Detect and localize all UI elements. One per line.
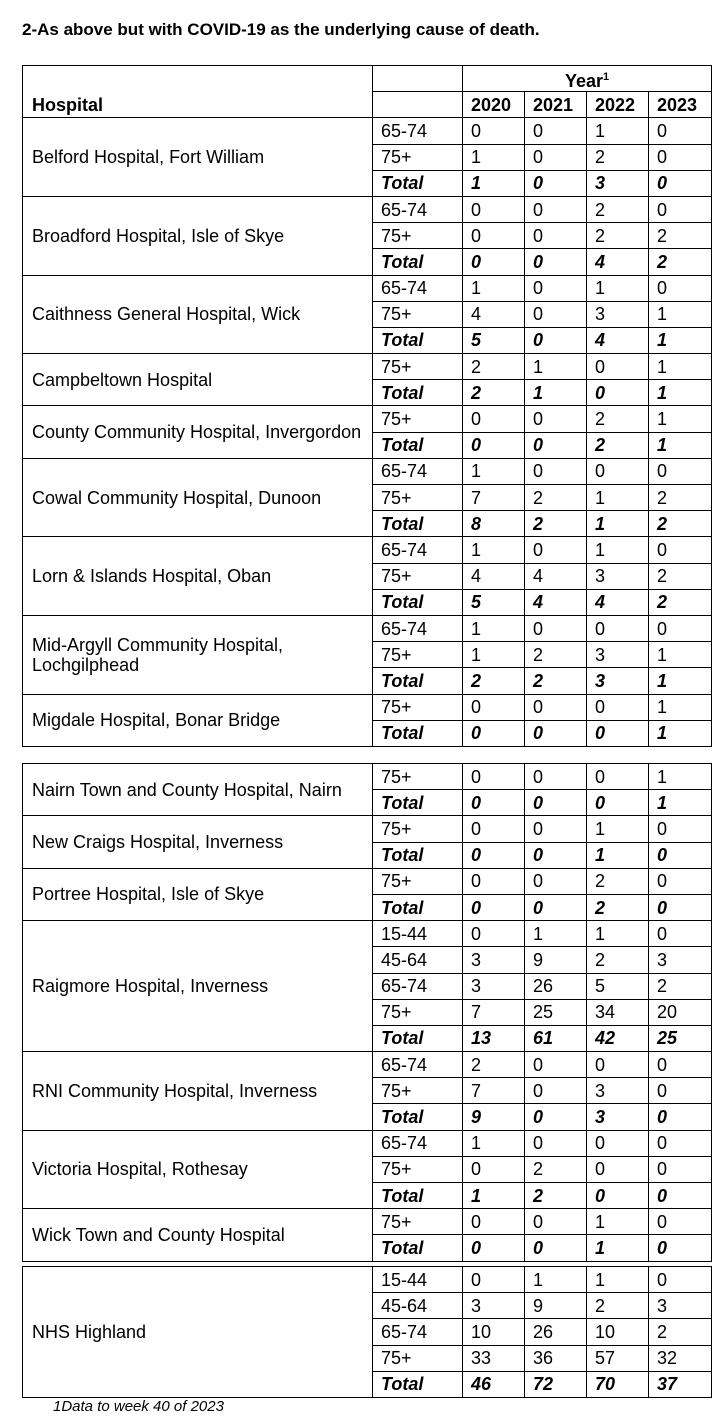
value-cell-2022: 0 — [587, 354, 649, 380]
table-row — [23, 1267, 712, 1293]
value-cell-2022: 2 — [587, 894, 649, 920]
value-cell-2022: 1 — [587, 1209, 649, 1235]
value-cell-2023: 25 — [649, 1025, 712, 1051]
value-cell-2023: 0 — [649, 196, 712, 222]
value-cell-2020: 46 — [463, 1371, 525, 1397]
value-cell-2021: 0 — [525, 868, 587, 894]
value-cell-2020: 1 — [463, 615, 525, 641]
age-group-cell: Total — [373, 380, 463, 406]
age-group-cell: 75+ — [373, 223, 463, 249]
table-row — [23, 615, 712, 641]
value-cell-2023: 1 — [649, 694, 712, 720]
year-2023-header: 2023 — [649, 92, 712, 118]
value-cell-2022: 1 — [587, 485, 649, 511]
age-group-cell: Total — [373, 249, 463, 275]
age-group-cell: 75+ — [373, 563, 463, 589]
age-group-cell: Total — [373, 790, 463, 816]
value-cell-2020: 7 — [463, 485, 525, 511]
value-cell-2021: 0 — [525, 118, 587, 144]
value-cell-2021: 0 — [525, 842, 587, 868]
hospital-name-rni-community-hospital-inverness: RNI Community Hospital, Inverness — [23, 1052, 373, 1131]
age-group-cell: 75+ — [373, 1345, 463, 1371]
value-cell-2022: 1 — [587, 816, 649, 842]
hospital-name-cowal-community-hospital-dunoon: Cowal Community Hospital, Dunoon — [23, 458, 373, 537]
value-cell-2020: 0 — [463, 894, 525, 920]
value-cell-2020: 1 — [463, 1130, 525, 1156]
age-group-cell: 75+ — [373, 694, 463, 720]
age-group-cell: Total — [373, 720, 463, 746]
value-cell-2020: 0 — [463, 720, 525, 746]
year-2021-header: 2021 — [525, 92, 587, 118]
value-cell-2023: 1 — [649, 406, 712, 432]
age-group-cell: 75+ — [373, 485, 463, 511]
value-cell-2020: 3 — [463, 973, 525, 999]
value-cell-2023: 0 — [649, 1130, 712, 1156]
value-cell-2022: 1 — [587, 842, 649, 868]
value-cell-2022: 0 — [587, 1052, 649, 1078]
value-cell-2021: 0 — [525, 170, 587, 196]
value-cell-2020: 0 — [463, 842, 525, 868]
value-cell-2020: 1 — [463, 537, 525, 563]
value-cell-2021: 2 — [525, 1156, 587, 1182]
value-cell-2023: 20 — [649, 999, 712, 1025]
value-cell-2023: 1 — [649, 301, 712, 327]
age-group-cell: Total — [373, 1025, 463, 1051]
hospital-name-migdale-hospital-bonar-bridge: Migdale Hospital, Bonar Bridge — [23, 694, 373, 746]
age-group-cell: 75+ — [373, 1156, 463, 1182]
value-cell-2020: 4 — [463, 301, 525, 327]
value-cell-2022: 4 — [587, 327, 649, 353]
value-cell-2021: 0 — [525, 1078, 587, 1104]
age-group-cell: 65-74 — [373, 1130, 463, 1156]
year-label: Year — [564, 70, 603, 91]
value-cell-2023: 1 — [649, 380, 712, 406]
table-row — [23, 118, 712, 144]
value-cell-2022: 2 — [587, 406, 649, 432]
value-cell-2023: 2 — [649, 485, 712, 511]
age-group-cell: 15-44 — [373, 1267, 463, 1293]
value-cell-2020: 0 — [463, 406, 525, 432]
table-row — [23, 458, 712, 484]
value-cell-2021: 26 — [525, 973, 587, 999]
table-row — [23, 196, 712, 222]
value-cell-2022: 42 — [587, 1025, 649, 1051]
hospital-name-caithness-general-hospital-wick: Caithness General Hospital, Wick — [23, 275, 373, 354]
value-cell-2022: 57 — [587, 1345, 649, 1371]
value-cell-2023: 0 — [649, 275, 712, 301]
hospital-name-portree-hospital-isle-of-skye: Portree Hospital, Isle of Skye — [23, 868, 373, 920]
table-row — [23, 1209, 712, 1235]
value-cell-2021: 0 — [525, 1235, 587, 1261]
value-cell-2020: 5 — [463, 327, 525, 353]
value-cell-2020: 0 — [463, 1156, 525, 1182]
deaths-table-part-2 — [22, 763, 712, 1262]
header-spacer-cell — [373, 92, 463, 118]
age-group-cell: 75+ — [373, 354, 463, 380]
hospital-name-raigmore-hospital-inverness: Raigmore Hospital, Inverness — [23, 921, 373, 1052]
table-row — [23, 275, 712, 301]
value-cell-2023: 0 — [649, 1235, 712, 1261]
value-cell-2021: 25 — [525, 999, 587, 1025]
value-cell-2023: 1 — [649, 790, 712, 816]
value-cell-2022: 0 — [587, 790, 649, 816]
table-row — [23, 694, 712, 720]
page-title: 2-As above but with COVID-19 as the underlying cause of death. — [22, 20, 540, 39]
value-cell-2023: 1 — [649, 327, 712, 353]
value-cell-2022: 3 — [587, 642, 649, 668]
age-group-cell: 75+ — [373, 144, 463, 170]
value-cell-2020: 5 — [463, 589, 525, 615]
value-cell-2020: 0 — [463, 223, 525, 249]
value-cell-2020: 1 — [463, 275, 525, 301]
value-cell-2020: 9 — [463, 1104, 525, 1130]
value-cell-2020: 0 — [463, 790, 525, 816]
value-cell-2021: 0 — [525, 1104, 587, 1130]
footnote: 1Data to week 40 of 2023 — [53, 1398, 224, 1415]
age-group-cell: 65-74 — [373, 458, 463, 484]
value-cell-2022: 1 — [587, 921, 649, 947]
value-cell-2023: 0 — [649, 1267, 712, 1293]
hospital-name-broadford-hospital-isle-of-skye: Broadford Hospital, Isle of Skye — [23, 196, 373, 275]
value-cell-2020: 0 — [463, 764, 525, 790]
value-cell-2021: 26 — [525, 1319, 587, 1345]
value-cell-2022: 0 — [587, 380, 649, 406]
value-cell-2022: 10 — [587, 1319, 649, 1345]
value-cell-2023: 0 — [649, 842, 712, 868]
value-cell-2020: 0 — [463, 1235, 525, 1261]
value-cell-2023: 0 — [649, 894, 712, 920]
value-cell-2020: 0 — [463, 1267, 525, 1293]
hospital-name-mid-argyll-community-hospital-lochgilphead: Mid-Argyll Community Hospital, Lochgilphead — [23, 615, 373, 694]
hospital-name-wick-town-and-county-hospital: Wick Town and County Hospital — [23, 1209, 373, 1261]
year-footnote-marker: 1 — [602, 70, 610, 83]
age-group-cell: 65-74 — [373, 1319, 463, 1345]
value-cell-2022: 3 — [587, 301, 649, 327]
age-group-cell: 45-64 — [373, 947, 463, 973]
value-cell-2021: 0 — [525, 720, 587, 746]
value-cell-2023: 2 — [649, 511, 712, 537]
value-cell-2021: 4 — [525, 589, 587, 615]
value-cell-2022: 0 — [587, 615, 649, 641]
year-header-row — [23, 66, 712, 92]
value-cell-2020: 8 — [463, 511, 525, 537]
value-cell-2021: 0 — [525, 432, 587, 458]
age-group-cell: Total — [373, 842, 463, 868]
value-cell-2020: 0 — [463, 816, 525, 842]
value-cell-2020: 2 — [463, 380, 525, 406]
value-cell-2022: 1 — [587, 1235, 649, 1261]
value-cell-2022: 0 — [587, 764, 649, 790]
value-cell-2021: 72 — [525, 1371, 587, 1397]
age-group-cell: Total — [373, 894, 463, 920]
value-cell-2020: 3 — [463, 1293, 525, 1319]
value-cell-2022: 1 — [587, 537, 649, 563]
hospital-name-nhs-highland: NHS Highland — [23, 1267, 373, 1398]
value-cell-2022: 2 — [587, 1293, 649, 1319]
value-cell-2021: 2 — [525, 511, 587, 537]
value-cell-2021: 2 — [525, 485, 587, 511]
value-cell-2022: 2 — [587, 196, 649, 222]
value-cell-2022: 2 — [587, 947, 649, 973]
value-cell-2023: 0 — [649, 868, 712, 894]
value-cell-2021: 0 — [525, 327, 587, 353]
value-cell-2023: 3 — [649, 947, 712, 973]
age-group-cell: 65-74 — [373, 973, 463, 999]
age-group-cell: 75+ — [373, 301, 463, 327]
value-cell-2023: 1 — [649, 720, 712, 746]
age-group-cell: Total — [373, 432, 463, 458]
table-row — [23, 1052, 712, 1078]
value-cell-2023: 0 — [649, 537, 712, 563]
value-cell-2023: 0 — [649, 1183, 712, 1209]
value-cell-2020: 33 — [463, 1345, 525, 1371]
value-cell-2020: 1 — [463, 1183, 525, 1209]
value-cell-2021: 1 — [525, 1267, 587, 1293]
value-cell-2021: 0 — [525, 406, 587, 432]
value-cell-2023: 0 — [649, 170, 712, 196]
value-cell-2021: 0 — [525, 615, 587, 641]
value-cell-2020: 0 — [463, 249, 525, 275]
value-cell-2022: 2 — [587, 432, 649, 458]
hospital-name-belford-hospital-fort-william: Belford Hospital, Fort William — [23, 118, 373, 197]
value-cell-2023: 0 — [649, 1052, 712, 1078]
value-cell-2023: 0 — [649, 118, 712, 144]
age-group-cell: Total — [373, 1371, 463, 1397]
value-cell-2021: 4 — [525, 563, 587, 589]
value-cell-2021: 0 — [525, 694, 587, 720]
age-group-cell: 75+ — [373, 999, 463, 1025]
hospital-name-victoria-hospital-rothesay: Victoria Hospital, Rothesay — [23, 1130, 373, 1209]
value-cell-2020: 0 — [463, 1209, 525, 1235]
value-cell-2021: 0 — [525, 816, 587, 842]
value-cell-2021: 0 — [525, 223, 587, 249]
year-column-header — [463, 66, 712, 92]
table-row — [23, 764, 712, 790]
value-cell-2021: 2 — [525, 1183, 587, 1209]
value-cell-2020: 1 — [463, 144, 525, 170]
deaths-table-part-3 — [22, 1266, 712, 1398]
age-group-cell: Total — [373, 1104, 463, 1130]
value-cell-2022: 4 — [587, 249, 649, 275]
year-2020-header: 2020 — [463, 92, 525, 118]
value-cell-2023: 0 — [649, 816, 712, 842]
age-group-cell: 65-74 — [373, 118, 463, 144]
value-cell-2022: 70 — [587, 1371, 649, 1397]
value-cell-2022: 1 — [587, 118, 649, 144]
value-cell-2021: 0 — [525, 537, 587, 563]
value-cell-2022: 0 — [587, 1156, 649, 1182]
value-cell-2022: 0 — [587, 1130, 649, 1156]
value-cell-2023: 2 — [649, 973, 712, 999]
table-row — [23, 354, 712, 380]
value-cell-2022: 0 — [587, 1183, 649, 1209]
value-cell-2023: 2 — [649, 1319, 712, 1345]
value-cell-2022: 0 — [587, 720, 649, 746]
table-row — [23, 921, 712, 947]
value-cell-2023: 0 — [649, 144, 712, 170]
value-cell-2020: 7 — [463, 1078, 525, 1104]
header-spacer-cell — [373, 66, 463, 92]
value-cell-2023: 0 — [649, 615, 712, 641]
age-group-cell: 45-64 — [373, 1293, 463, 1319]
value-cell-2022: 34 — [587, 999, 649, 1025]
value-cell-2021: 0 — [525, 790, 587, 816]
value-cell-2022: 2 — [587, 223, 649, 249]
value-cell-2020: 2 — [463, 1052, 525, 1078]
value-cell-2022: 1 — [587, 511, 649, 537]
value-cell-2023: 2 — [649, 249, 712, 275]
value-cell-2023: 0 — [649, 921, 712, 947]
value-cell-2021: 0 — [525, 249, 587, 275]
value-cell-2021: 0 — [525, 275, 587, 301]
value-cell-2023: 32 — [649, 1345, 712, 1371]
value-cell-2021: 0 — [525, 196, 587, 222]
value-cell-2021: 0 — [525, 1209, 587, 1235]
table-row — [23, 1130, 712, 1156]
table-row — [23, 816, 712, 842]
value-cell-2022: 0 — [587, 694, 649, 720]
value-cell-2021: 1 — [525, 354, 587, 380]
age-group-cell: Total — [373, 1235, 463, 1261]
value-cell-2022: 1 — [587, 1267, 649, 1293]
age-group-cell: 65-74 — [373, 1052, 463, 1078]
deaths-table-part-1 — [22, 65, 712, 747]
age-group-cell: Total — [373, 511, 463, 537]
age-group-cell: Total — [373, 668, 463, 694]
value-cell-2023: 1 — [649, 764, 712, 790]
value-cell-2021: 0 — [525, 894, 587, 920]
value-cell-2021: 61 — [525, 1025, 587, 1051]
value-cell-2022: 3 — [587, 668, 649, 694]
value-cell-2023: 0 — [649, 1104, 712, 1130]
value-cell-2021: 36 — [525, 1345, 587, 1371]
value-cell-2021: 2 — [525, 642, 587, 668]
value-cell-2023: 0 — [649, 1209, 712, 1235]
value-cell-2023: 0 — [649, 1156, 712, 1182]
hospital-name-campbeltown-hospital: Campbeltown Hospital — [23, 354, 373, 406]
value-cell-2020: 1 — [463, 642, 525, 668]
value-cell-2020: 0 — [463, 694, 525, 720]
age-group-cell: 65-74 — [373, 537, 463, 563]
value-cell-2023: 0 — [649, 1078, 712, 1104]
age-group-cell: Total — [373, 170, 463, 196]
value-cell-2023: 1 — [649, 668, 712, 694]
value-cell-2022: 3 — [587, 1104, 649, 1130]
value-cell-2021: 1 — [525, 380, 587, 406]
value-cell-2023: 2 — [649, 563, 712, 589]
value-cell-2023: 1 — [649, 432, 712, 458]
value-cell-2021: 0 — [525, 1052, 587, 1078]
value-cell-2022: 2 — [587, 868, 649, 894]
value-cell-2020: 0 — [463, 432, 525, 458]
value-cell-2022: 3 — [587, 170, 649, 196]
age-group-cell: 75+ — [373, 1078, 463, 1104]
value-cell-2023: 3 — [649, 1293, 712, 1319]
value-cell-2021: 0 — [525, 144, 587, 170]
value-cell-2022: 1 — [587, 275, 649, 301]
value-cell-2022: 5 — [587, 973, 649, 999]
year-2022-header: 2022 — [587, 92, 649, 118]
value-cell-2021: 9 — [525, 947, 587, 973]
hospital-name-nairn-town-and-county-hospital-nairn: Nairn Town and County Hospital, Nairn — [23, 764, 373, 816]
age-group-cell: Total — [373, 327, 463, 353]
age-group-cell: 75+ — [373, 1209, 463, 1235]
hospital-name-county-community-hospital-invergordon: County Community Hospital, Invergordon — [23, 406, 373, 458]
value-cell-2022: 0 — [587, 458, 649, 484]
value-cell-2023: 2 — [649, 223, 712, 249]
value-cell-2023: 0 — [649, 458, 712, 484]
value-cell-2020: 7 — [463, 999, 525, 1025]
value-cell-2022: 3 — [587, 1078, 649, 1104]
value-cell-2020: 2 — [463, 354, 525, 380]
table-row — [23, 537, 712, 563]
age-group-cell: 65-74 — [373, 196, 463, 222]
value-cell-2020: 0 — [463, 921, 525, 947]
value-cell-2022: 2 — [587, 144, 649, 170]
value-cell-2021: 0 — [525, 764, 587, 790]
value-cell-2021: 9 — [525, 1293, 587, 1319]
age-group-cell: 75+ — [373, 868, 463, 894]
value-cell-2020: 0 — [463, 868, 525, 894]
age-group-cell: 65-74 — [373, 615, 463, 641]
value-cell-2023: 1 — [649, 354, 712, 380]
age-group-cell: Total — [373, 589, 463, 615]
value-cell-2021: 0 — [525, 458, 587, 484]
value-cell-2023: 2 — [649, 589, 712, 615]
age-group-cell: 15-44 — [373, 921, 463, 947]
hospital-name-new-craigs-hospital-inverness: New Craigs Hospital, Inverness — [23, 816, 373, 868]
age-group-cell: 75+ — [373, 816, 463, 842]
value-cell-2020: 1 — [463, 170, 525, 196]
hospital-column-header: Hospital — [23, 66, 373, 118]
value-cell-2021: 2 — [525, 668, 587, 694]
value-cell-2020: 2 — [463, 668, 525, 694]
age-group-cell: 75+ — [373, 406, 463, 432]
value-cell-2020: 4 — [463, 563, 525, 589]
value-cell-2020: 1 — [463, 458, 525, 484]
table-row — [23, 406, 712, 432]
value-cell-2021: 0 — [525, 301, 587, 327]
value-cell-2023: 37 — [649, 1371, 712, 1397]
table-row — [23, 868, 712, 894]
hospital-name-lorn-islands-hospital-oban: Lorn & Islands Hospital, Oban — [23, 537, 373, 616]
age-group-cell: Total — [373, 1183, 463, 1209]
value-cell-2020: 3 — [463, 947, 525, 973]
value-cell-2020: 13 — [463, 1025, 525, 1051]
value-cell-2022: 4 — [587, 589, 649, 615]
value-cell-2023: 1 — [649, 642, 712, 668]
age-group-cell: 65-74 — [373, 275, 463, 301]
value-cell-2021: 0 — [525, 1130, 587, 1156]
value-cell-2022: 3 — [587, 563, 649, 589]
value-cell-2020: 0 — [463, 118, 525, 144]
age-group-cell: 75+ — [373, 642, 463, 668]
value-cell-2021: 1 — [525, 921, 587, 947]
value-cell-2020: 10 — [463, 1319, 525, 1345]
value-cell-2020: 0 — [463, 196, 525, 222]
age-group-cell: 75+ — [373, 764, 463, 790]
